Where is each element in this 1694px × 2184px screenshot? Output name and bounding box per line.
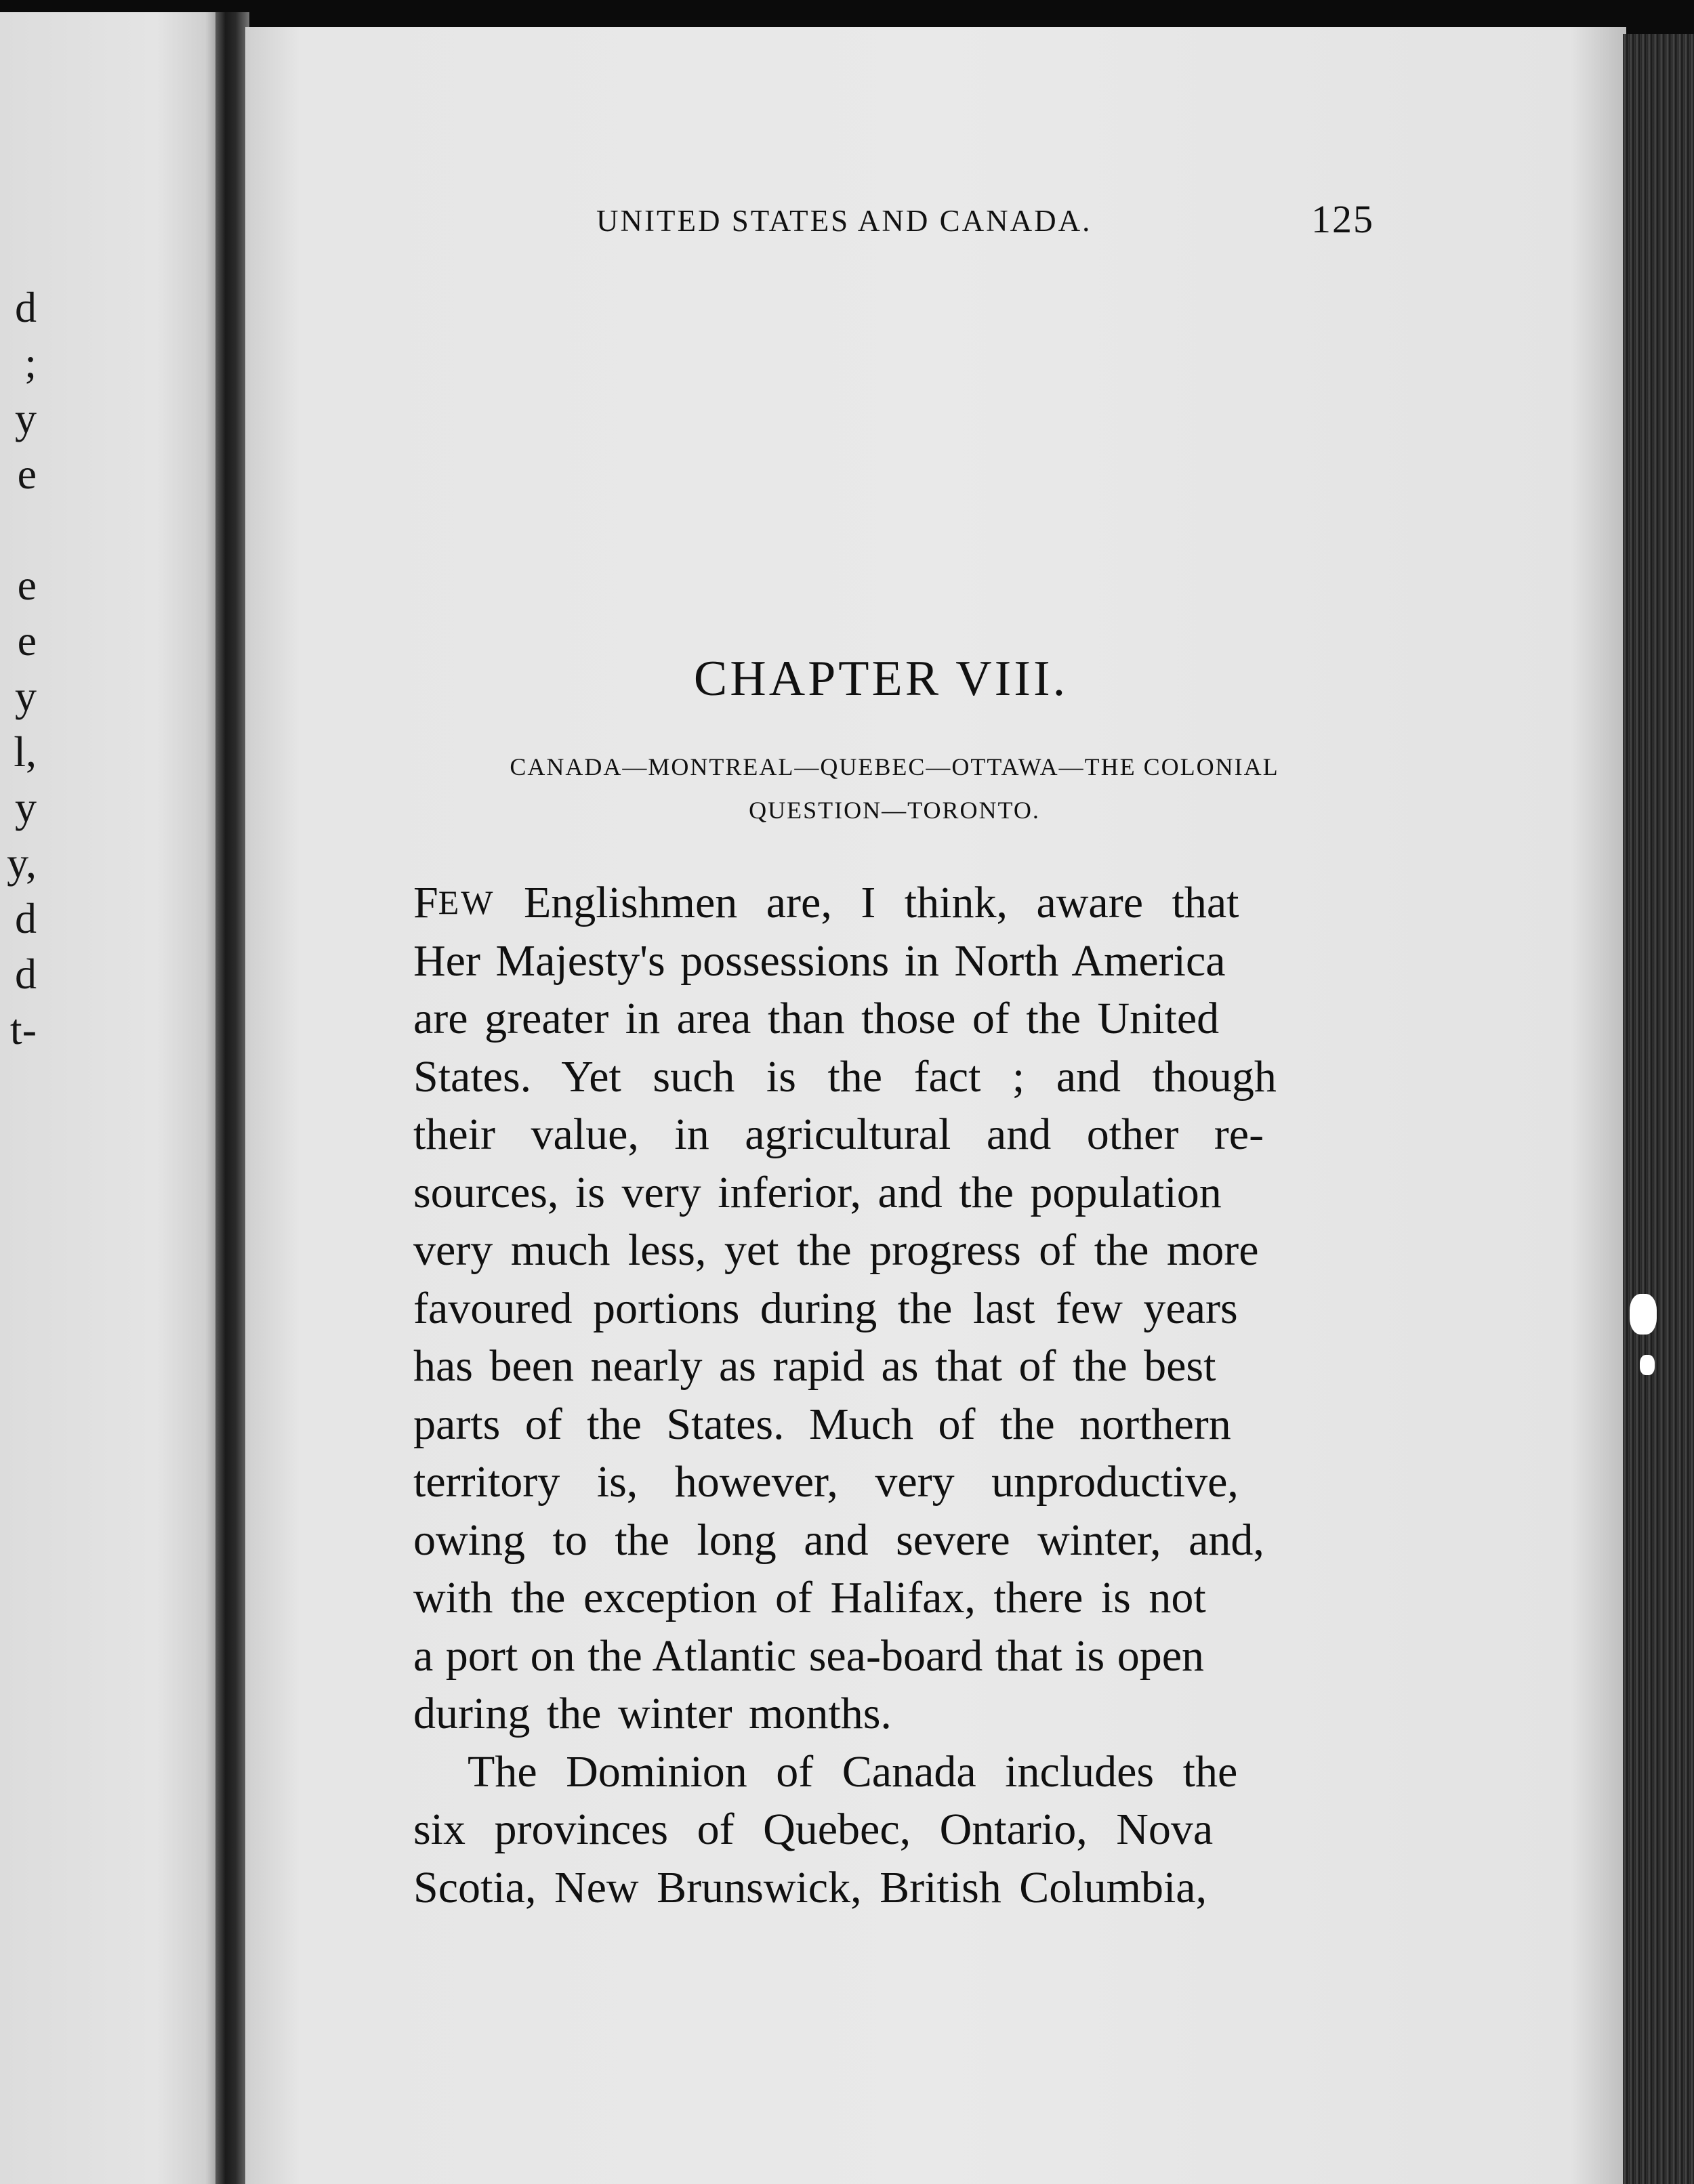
chapter-subtitle xyxy=(420,745,1369,832)
line-text: States. Yet such is the fact ; and though xyxy=(413,1051,1277,1101)
text-line xyxy=(413,1048,1369,1106)
left-char-gap xyxy=(0,502,41,558)
line-text: favoured portions during the last few years xyxy=(413,1283,1238,1333)
left-char: y xyxy=(15,394,37,442)
chapter-title: CHAPTER VIII. xyxy=(693,651,1069,707)
left-char: t- xyxy=(9,1005,37,1053)
drop-letter: F xyxy=(413,878,438,927)
text-line xyxy=(413,874,1369,932)
text-line xyxy=(413,1743,1369,1801)
left-char: d xyxy=(15,894,37,942)
line-text: Scotia, New Brunswick, British Columbia, xyxy=(413,1862,1207,1912)
line-text: Her Majesty's possessions in North America xyxy=(413,936,1226,986)
text-line xyxy=(413,1511,1369,1570)
line-text: their value, in agricultural and other re- xyxy=(413,1110,1264,1159)
chapter-subtitle-line: CANADA—MONTREAL—QUEBEC—OTTAWA—THE COLONIAL xyxy=(510,753,1279,780)
text-line xyxy=(413,1164,1369,1222)
text-line xyxy=(413,990,1369,1048)
line-text: six provinces of Quebec, Ontario, Nova xyxy=(413,1805,1214,1854)
line-text: owing to the long and severe winter, and, xyxy=(413,1515,1264,1565)
line-text: has been nearly as rapid as that of the best xyxy=(413,1341,1216,1391)
text-line xyxy=(413,1569,1369,1627)
text-line xyxy=(413,1859,1369,1917)
line-text: territory is, however, very unproductive, xyxy=(413,1457,1239,1507)
book-gutter xyxy=(215,12,249,2184)
left-char: y, xyxy=(7,839,37,887)
smallcaps-word: EW xyxy=(438,883,495,921)
page-blemish xyxy=(1630,1294,1657,1335)
left-page-text-fragments xyxy=(0,280,41,1057)
line-text: during the winter months. xyxy=(413,1689,892,1738)
text-line xyxy=(413,1801,1369,1859)
left-char: l, xyxy=(14,728,37,776)
line-text: very much less, yet the progress of the more xyxy=(413,1225,1259,1275)
left-char: d xyxy=(15,950,37,998)
line-text: a port on the Atlantic sea-board that is open xyxy=(413,1631,1205,1681)
text-line xyxy=(413,1395,1369,1454)
left-char: ; xyxy=(24,339,37,387)
text-line xyxy=(413,1453,1369,1511)
text-line xyxy=(413,1685,1369,1743)
line-text: Englishmen are, I think, aware that xyxy=(495,878,1239,927)
left-char: d xyxy=(15,283,37,331)
left-char: e xyxy=(17,450,37,498)
page-blemish xyxy=(1640,1355,1655,1375)
line-text: with the exception of Halifax, there is not xyxy=(413,1573,1206,1622)
text-line xyxy=(413,1627,1369,1685)
page-number: 125 xyxy=(1311,197,1374,241)
line-text: are greater in area than those of the United xyxy=(413,994,1220,1043)
page-edges xyxy=(1623,34,1694,2184)
running-title: UNITED STATES AND CANADA. xyxy=(596,204,1092,238)
line-text: parts of the States. Much of the northern xyxy=(413,1399,1231,1449)
text-line xyxy=(413,932,1369,990)
chapter-subtitle-line: QUESTION—TORONTO. xyxy=(749,797,1040,824)
text-line xyxy=(413,1106,1369,1164)
left-char: y xyxy=(15,672,37,720)
line-text: sources, is very inferior, and the population xyxy=(413,1167,1222,1217)
body-text xyxy=(413,874,1369,1916)
line-text: The Dominion of Canada includes the xyxy=(468,1746,1238,1797)
left-char: e xyxy=(17,616,37,665)
text-line xyxy=(413,1280,1369,1338)
text-line xyxy=(413,1221,1369,1280)
text-line xyxy=(413,1337,1369,1395)
left-char: e xyxy=(17,561,37,609)
left-facing-page xyxy=(0,12,224,2184)
running-head xyxy=(596,196,1382,251)
left-char: y xyxy=(15,783,37,831)
